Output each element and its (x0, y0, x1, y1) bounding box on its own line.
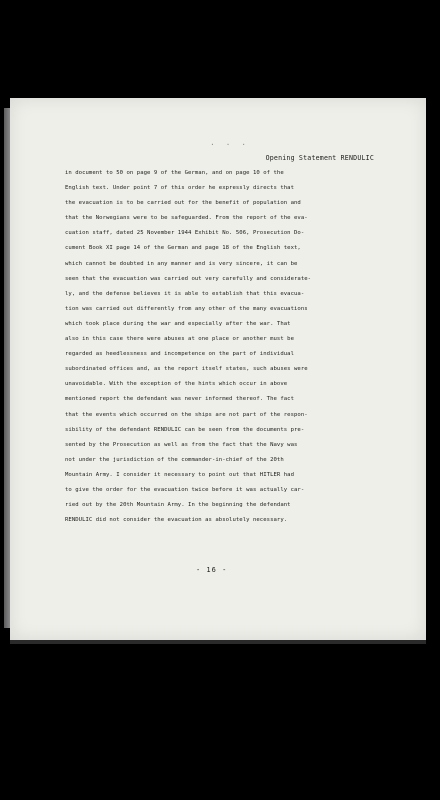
text-line: to give the order for the evacuation twice before it was actually car- (65, 486, 305, 493)
text-line: sibility of the defendant RENDULIC can be seen from the documents pre- (65, 426, 305, 433)
body-text (65, 166, 400, 528)
text-line: in document to 50 on page 9 of the German, and on page 10 of the (65, 170, 284, 176)
text-line: cument Book XI page 14 of the German and page 18 of the English text, (65, 245, 301, 252)
text-line: tion was carried out differently from any other of the many evacuations (65, 305, 308, 312)
text-line: which cannot be doubted in any manner and is very sincere, it can be (65, 260, 298, 267)
text-line: English text. Under point 7 of this order he expressly directs that (65, 185, 294, 192)
text-line: which took place during the war and especially after the war. That (65, 320, 291, 327)
text-line: sented by the Prosecution as well as from the fact that the Navy was (65, 441, 298, 448)
text-line: mentioned report the defendant was never informed thereof. The fact (65, 396, 294, 403)
text-line: unavoidable. With the exception of the hints which occur in above (65, 381, 288, 388)
text-line: seen that the evacuation was carried out very carefully and considerate- (65, 275, 312, 282)
page-header: Opening Statement RENDULIC (265, 154, 374, 162)
text-line: that the Norwegians were to be safeguarded. From the report of the eva- (65, 215, 308, 222)
document-page (10, 98, 426, 640)
text-line: cuation staff, dated 25 November 1944 Exhibit No. 506, Prosecution Do- (65, 230, 305, 237)
text-line: ly, and the defense believes it is able to establish that this evacua- (65, 290, 305, 297)
text-line: subordinated offices and, as the report itself states, such abuses were (65, 366, 308, 373)
text-line: Mountain Army. I consider it necessary to point out that HITLER had (65, 471, 294, 478)
text-line: the evacuation is to be carried out for the benefit of population and (65, 200, 301, 207)
text-line: RENDULIC did not consider the evacuation as absolutely necessary. (65, 517, 288, 524)
text-line: that the events which occurred on the ships are not part of the respon- (65, 411, 308, 418)
top-marks: · · · (210, 140, 250, 149)
page-bottom-edge (10, 640, 426, 644)
text-line: regarded as heedlessness and incompetence on the part of individual (65, 351, 294, 358)
page-number: - 16 - (196, 566, 228, 574)
text-line: not under the jurisdiction of the commander-in-chief of the 20th (65, 456, 284, 463)
text-line: ried out by the 20th Mountain Army. In the beginning the defendant (65, 502, 291, 509)
text-line: also in this case there were abuses at one place or another must be (65, 336, 294, 343)
